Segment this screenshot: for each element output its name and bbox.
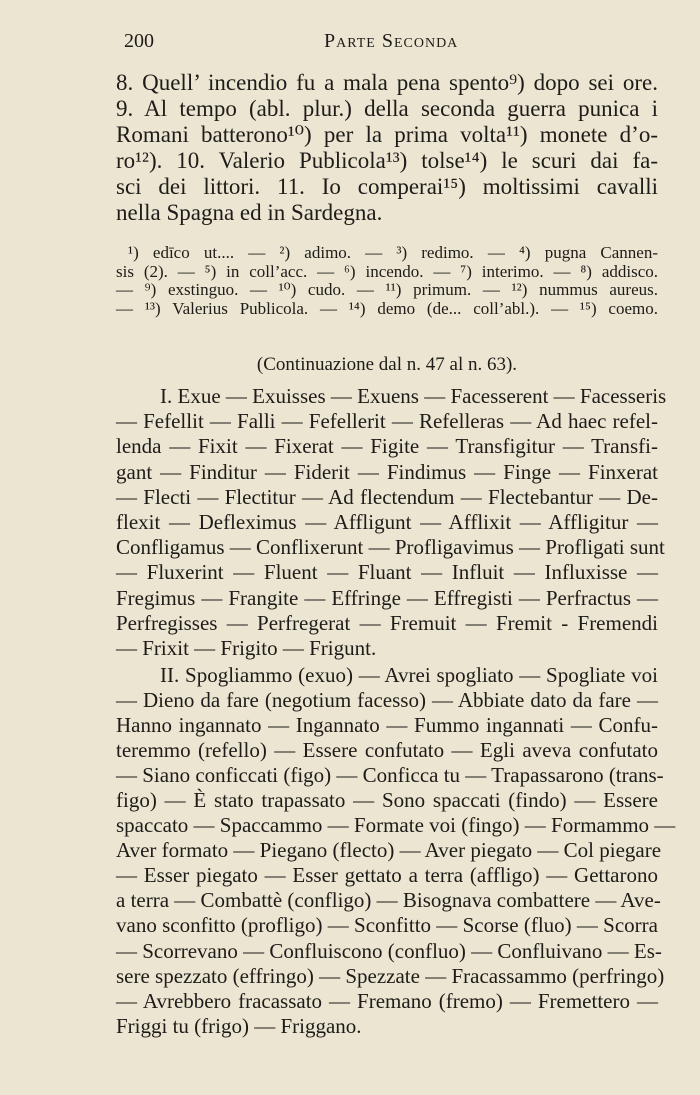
exercise-line: gant — Finditur — Fiderit — Findimus — Finge — Finxerat xyxy=(116,459,658,484)
page-header xyxy=(116,30,656,58)
exercise-line: II. Spogliammo (exuo) — Avrei spogliato — Spogliate voi xyxy=(160,663,658,687)
exercise-line: Friggi tu (frigo) — Friggano. xyxy=(116,1013,362,1038)
exercise-line: — Scorrevano — Confluiscono (confluo) — Confluivano — Es- xyxy=(116,938,662,963)
text-line: nella Spagna ed in Sardegna. xyxy=(116,200,383,225)
exercise-line: — Fluxerint — Fluent — Fluant — Influit — Influxisse — xyxy=(116,560,658,585)
exercise-line: teremmo (refello) — Essere confutato — Egli aveva confutato xyxy=(116,738,658,763)
exercise-line: — Esser piegato — Esser gettato a terra (affligo) — Gettarono xyxy=(116,863,658,888)
exercise-line: figo) — È stato trapassato — Sono spaccati (findo) — Essere xyxy=(116,788,658,813)
exercise-line: vano sconfitto (profligo) — Sconfitto — Scorse (fluo) — Scorra xyxy=(116,913,658,938)
exercise-line: Fregimus — Frangite — Effringe — Effregisti — Perfractus — xyxy=(116,585,658,610)
footnote-line: sis (2). — ⁵) in coll’acc. — ⁶) incendo. — ⁷) interimo. — ⁸) addisco. xyxy=(116,261,658,281)
footnote-line: — ¹³) Valerius Publicola. — ¹⁴) demo (de... coll’abl.). — ¹⁵) coemo. xyxy=(116,298,658,318)
exercise-sentences xyxy=(116,70,658,226)
exercise-line: Confligamus — Conflixerunt — Profligavimus — Profligati sunt xyxy=(116,535,665,560)
exercise-line: — Avrebbero fracassato — Fremano (fremo) — Fremettero — xyxy=(116,988,658,1013)
text-line: Romani batterono¹⁰) per la prima volta¹¹) monete d’o- xyxy=(116,122,658,147)
text-line: 8. Quell’ incendio fu a mala pena spento⁹) dopo sei ore. xyxy=(116,70,658,95)
text-line: sci dei littori. 11. Io comperai¹⁵) moltissimi cavalli xyxy=(116,174,658,199)
exercise-line: flexit — Defleximus — Affligunt — Afflixit — Affligitur — xyxy=(116,510,658,535)
exercise-ii xyxy=(116,663,676,1039)
continuation-note: (Continuazione dal n. 47 al n. 63). xyxy=(256,354,518,375)
exercise-line: — Siano conficcati (figo) — Conficca tu — Trapassarono (trans- xyxy=(116,763,664,788)
footnote-line: ¹) edīco ut.... — ²) adimo. — ³) redimo. — ⁴) pugna Cannen- xyxy=(128,243,658,262)
exercise-line: I. Exue — Exuisses — Exuens — Facesserent — Facesseris xyxy=(160,384,667,408)
text-line: 9. Al tempo (abl. plur.) della seconda guerra punica i xyxy=(116,96,658,121)
exercise-line: lenda — Fixit — Fixerat — Figite — Transfigitur — Transfi- xyxy=(116,434,658,459)
exercise-line: a terra — Combattè (confligo) — Bisognava combattere — Ave- xyxy=(116,888,661,913)
footnotes xyxy=(116,244,658,318)
exercise-line: Perfregisses — Perfregerat — Fremuit — Fremit - Fremendi xyxy=(116,610,658,635)
exercise-line: — Dieno da fare (negotium facesso) — Abbiate dato da fare — xyxy=(116,688,658,713)
text-line: ro¹²). 10. Valerio Publicola¹³) tolse¹⁴) le scuri dai fa- xyxy=(116,148,658,173)
exercise-i xyxy=(116,384,667,661)
exercise-line: spaccato — Spaccammo — Formate voi (fingo) — Formammo — xyxy=(116,813,676,838)
page-number: 200 xyxy=(124,30,154,52)
exercise-line: sere spezzato (effringo) — Spezzate — Fracassammo (perfringo) xyxy=(116,963,665,988)
exercise-line: — Frixit — Frigito — Frigunt. xyxy=(116,636,377,661)
footnote-line: — ⁹) exstinguo. — ¹⁰) cudo. — ¹¹) primum. — ¹²) nummus aureus. xyxy=(116,280,658,300)
exercise-line: — Fefellit — Falli — Fefellerit — Refelleras — Ad haec refel- xyxy=(116,409,658,434)
exercise-line: Hanno ingannato — Ingannato — Fummo ingannati — Confu- xyxy=(116,713,658,738)
running-title: Parte Seconda xyxy=(324,30,459,52)
exercise-line: — Flecti — Flectitur — Ad flectendum — Flectebantur — De- xyxy=(116,484,658,509)
exercise-line: Aver formato — Piegano (flecto) — Aver piegato — Col piegare xyxy=(116,838,662,863)
